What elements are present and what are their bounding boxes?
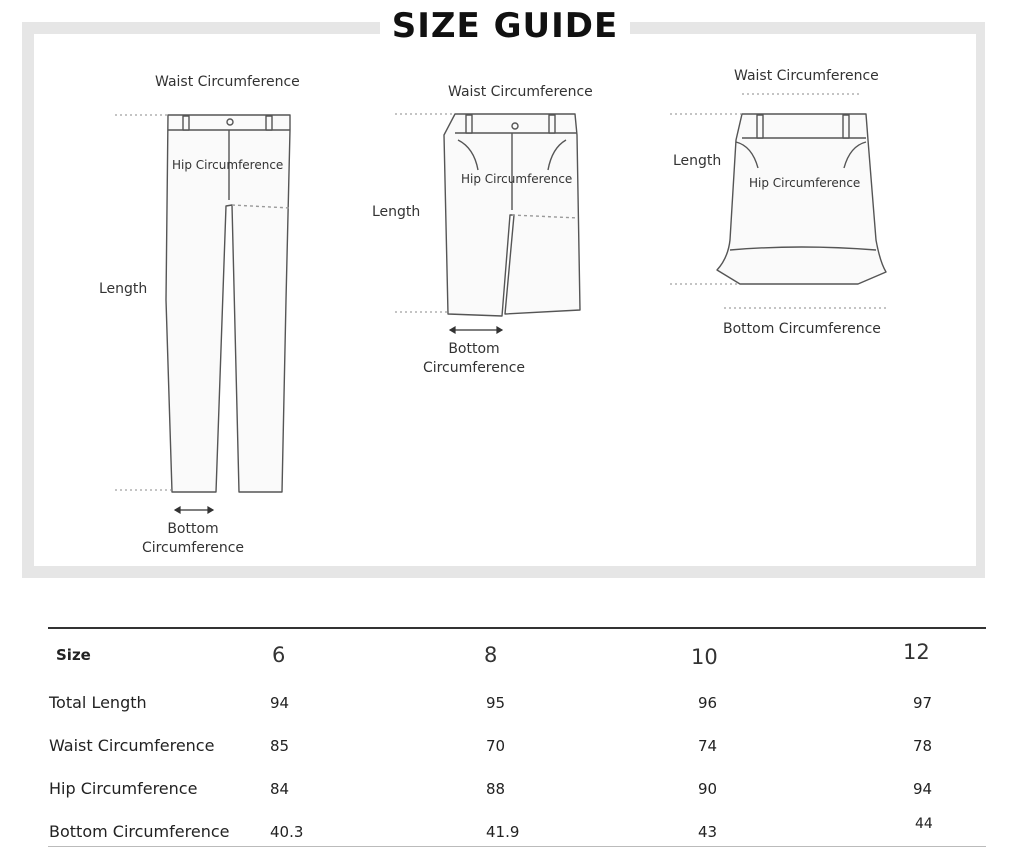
row-label: Waist Circumference	[49, 736, 215, 755]
skirt-length-label: Length	[673, 153, 722, 169]
table-header-row	[48, 629, 986, 679]
shorts-length-label: Length	[372, 204, 421, 220]
row-label: Total Length	[49, 693, 147, 712]
size-table	[48, 627, 986, 851]
row-label: Bottom Circumference	[49, 822, 230, 841]
table-cell: 40.3	[270, 823, 304, 841]
pants-hip-label: Hip Circumference	[172, 158, 284, 172]
table-cell: 84	[270, 780, 290, 798]
pants-bottom-label: Bottom Circumference	[141, 521, 245, 556]
size-header-label: Size	[56, 646, 91, 664]
pants-length-label: Length	[99, 281, 148, 297]
table-cell: 43	[698, 823, 718, 841]
table-cell: 88	[486, 780, 506, 798]
skirt-hip-label: Hip Circumference	[749, 176, 861, 190]
shorts-illustration	[444, 114, 580, 316]
table-cell: 90	[698, 780, 718, 798]
table-row	[48, 808, 986, 851]
table-row	[48, 765, 986, 808]
table-cell: 94	[270, 694, 290, 712]
row-label: Hip Circumference	[49, 779, 198, 798]
shorts-waist-label: Waist Circumference	[448, 84, 593, 100]
skirt-illustration	[717, 114, 886, 284]
table-cell: 85	[270, 737, 290, 755]
skirt-bottom-label: Bottom Circumference	[723, 321, 881, 337]
shorts-hip-label: Hip Circumference	[461, 172, 573, 186]
table-bottom-rule	[48, 846, 986, 847]
table-cell: 95	[486, 694, 506, 712]
size-10-header: 10	[691, 645, 718, 669]
table-cell: 70	[486, 737, 506, 755]
table-row	[48, 679, 986, 722]
size-8-header: 8	[484, 643, 498, 667]
table-cell: 94	[913, 780, 933, 798]
pants-waist-label: Waist Circumference	[155, 74, 300, 90]
table-cell: 44	[915, 816, 933, 832]
skirt-waist-label: Waist Circumference	[734, 68, 879, 84]
table-cell: 41.9	[486, 823, 520, 841]
page-title: SIZE GUIDE	[391, 6, 619, 46]
table-cell: 97	[913, 694, 933, 712]
table-cell: 96	[698, 694, 718, 712]
table-cell: 78	[913, 737, 933, 755]
size-12-header: 12	[903, 640, 930, 664]
size-6-header: 6	[272, 643, 286, 667]
shorts-bottom-label: Bottom Circumference	[422, 341, 526, 376]
table-cell: 74	[698, 737, 718, 755]
table-row	[48, 722, 986, 765]
